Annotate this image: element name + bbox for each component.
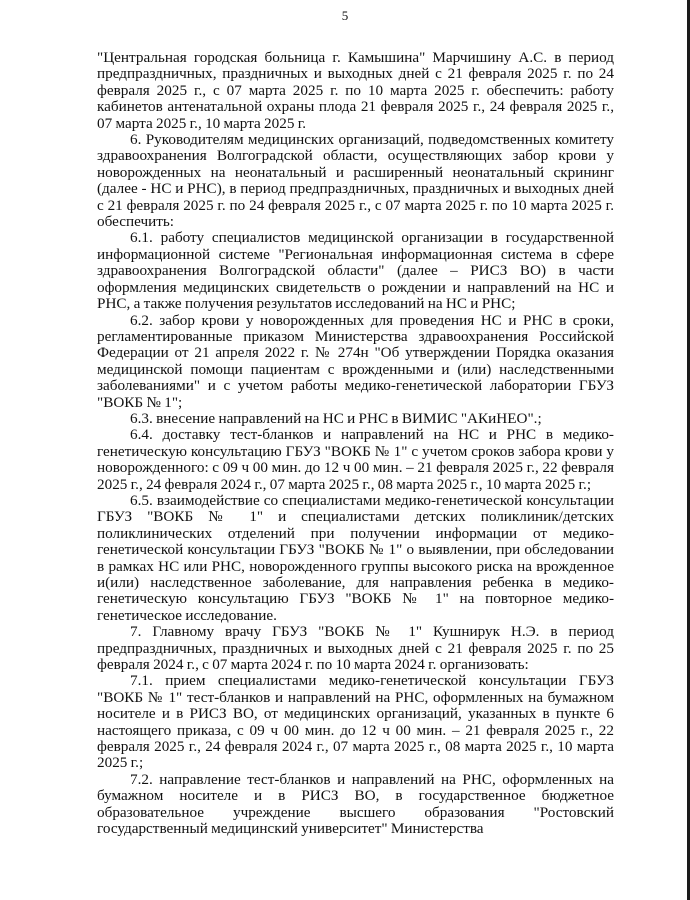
paragraph-item-7: 7. Главному врачу ГБУЗ "ВОКБ № 1" Кушнирук Н.Э. в период предпраздничных, праздничных и выходных дней с 21 февраля 2025 г. по 25 февраля 2024 г., с 07 марта 2024 г. по 10 марта 2024 г. организовать: bbox=[97, 623, 614, 674]
paragraph-item-6-1: 6.1. работу специалистов медицинской организации в государственной информационной системе "Региональная информационная система в сфере здравоохранения Волгоградской области" (далее – РИСЗ ВО) в части оформления медицинских свидетельств о рождении и направлений на НС и РНС, а также получения результатов исследований на НС и РНС; bbox=[97, 229, 614, 313]
paragraph-item-7-2: 7.2. направление тест-бланков и направлений на РНС, оформленных на бумажном носителе и в РИСЗ ВО, в государственное бюджетное образовательное учреждение высшего образования "Ростовский государственный медицинский университет" Министерства bbox=[97, 770, 614, 838]
document-body bbox=[97, 50, 614, 838]
paragraph-item-6-5: 6.5. взаимодействие со специалистами медико-генетической консультации ГБУЗ "ВОКБ № 1" и специалистами детских поликлиник/детских поликлинических отделений при получении информации от медико-генетической консультации ГБУЗ "ВОКБ № 1" о выявлении, при обследовании в рамках НС или РНС, новорожденного группы высокого риска на врожденное и(или) наследственное заболевание, для направления ребенка в медико-генетическую консультацию ГБУЗ "ВОКБ № 1" на повторное медико-генетическое исследование. bbox=[97, 491, 614, 624]
paragraph-continuation: "Центральная городская больница г. Камышина" Марчишину А.С. в период предпраздничных, праздничных и выходных дней с 21 февраля 2025 г. по 24 февраля 2025 г., с 07 марта 2025 г. по 10 марта 2025 г. обеспечить: работу кабинетов антенатальной охраны плода 21 февраля 2025 г., 24 февраля 2025 г., 07 марта 2025 г., 10 марта 2025 г. bbox=[97, 49, 614, 132]
page-number: 5 bbox=[341, 8, 349, 23]
paragraph-item-6: 6. Руководителям медицинских организаций, подведомственных комитету здравоохранения Волгоградской области, осуществляющих забор крови у новорожденных на неонатальный и расширенный неонатальный скрининг (далее - НС и РНС), в период предпраздничных, праздничных и выходных дней с 21 февраля 2025 г. по 24 февраля 2025 г., с 07 марта 2025 г. по 10 марта 2025 г. обеспечить: bbox=[97, 131, 614, 231]
paragraph-item-7-1: 7.1. прием специалистами медико-генетической консультации ГБУЗ "ВОКБ № 1" тест-бланков и направлений на РНС, оформленных на бумажном носителе и в РИСЗ ВО, от медицинских организаций, указанных в пункте 6 настоящего приказа, с 09 ч 00 мин. до 12 ч 00 мин. – 21 февраля 2025 г., 22 февраля 2025 г., 24 февраля 2024 г., 07 марта 2025 г., 08 марта 2025 г., 10 марта 2025 г.; bbox=[97, 672, 614, 772]
paragraph-item-6-4: 6.4. доставку тест-бланков и направлений на НС и РНС в медико-генетическую консультацию ГБУЗ "ВОКБ № 1" с учетом сроков забора крови у новорожденного: с 09 ч 00 мин. до 12 ч 00 мин. – 21 февраля 2025 г., 22 февраля 2025 г., 24 февраля 2024 г., 07 марта 2025 г., 08 марта 2025 г., 10 марта 2025 г.; bbox=[97, 426, 614, 493]
paragraph-item-6-3: 6.3. внесение направлений на НС и РНС в ВИМИС "АКиНЕО".; bbox=[130, 409, 542, 427]
paragraph-item-6-2: 6.2. забор крови у новорожденных для проведения НС и РНС в сроки, регламентированные приказом Министерства здравоохранения Российской Федерации от 21 апреля 2022 г. № 274н "Об утверждении Порядка оказания медицинской помощи пациентам с врожденными и (или) наследственными заболеваниями" и с учетом работы медико-генетической лаборатории ГБУЗ "ВОКБ № 1"; bbox=[97, 311, 614, 411]
